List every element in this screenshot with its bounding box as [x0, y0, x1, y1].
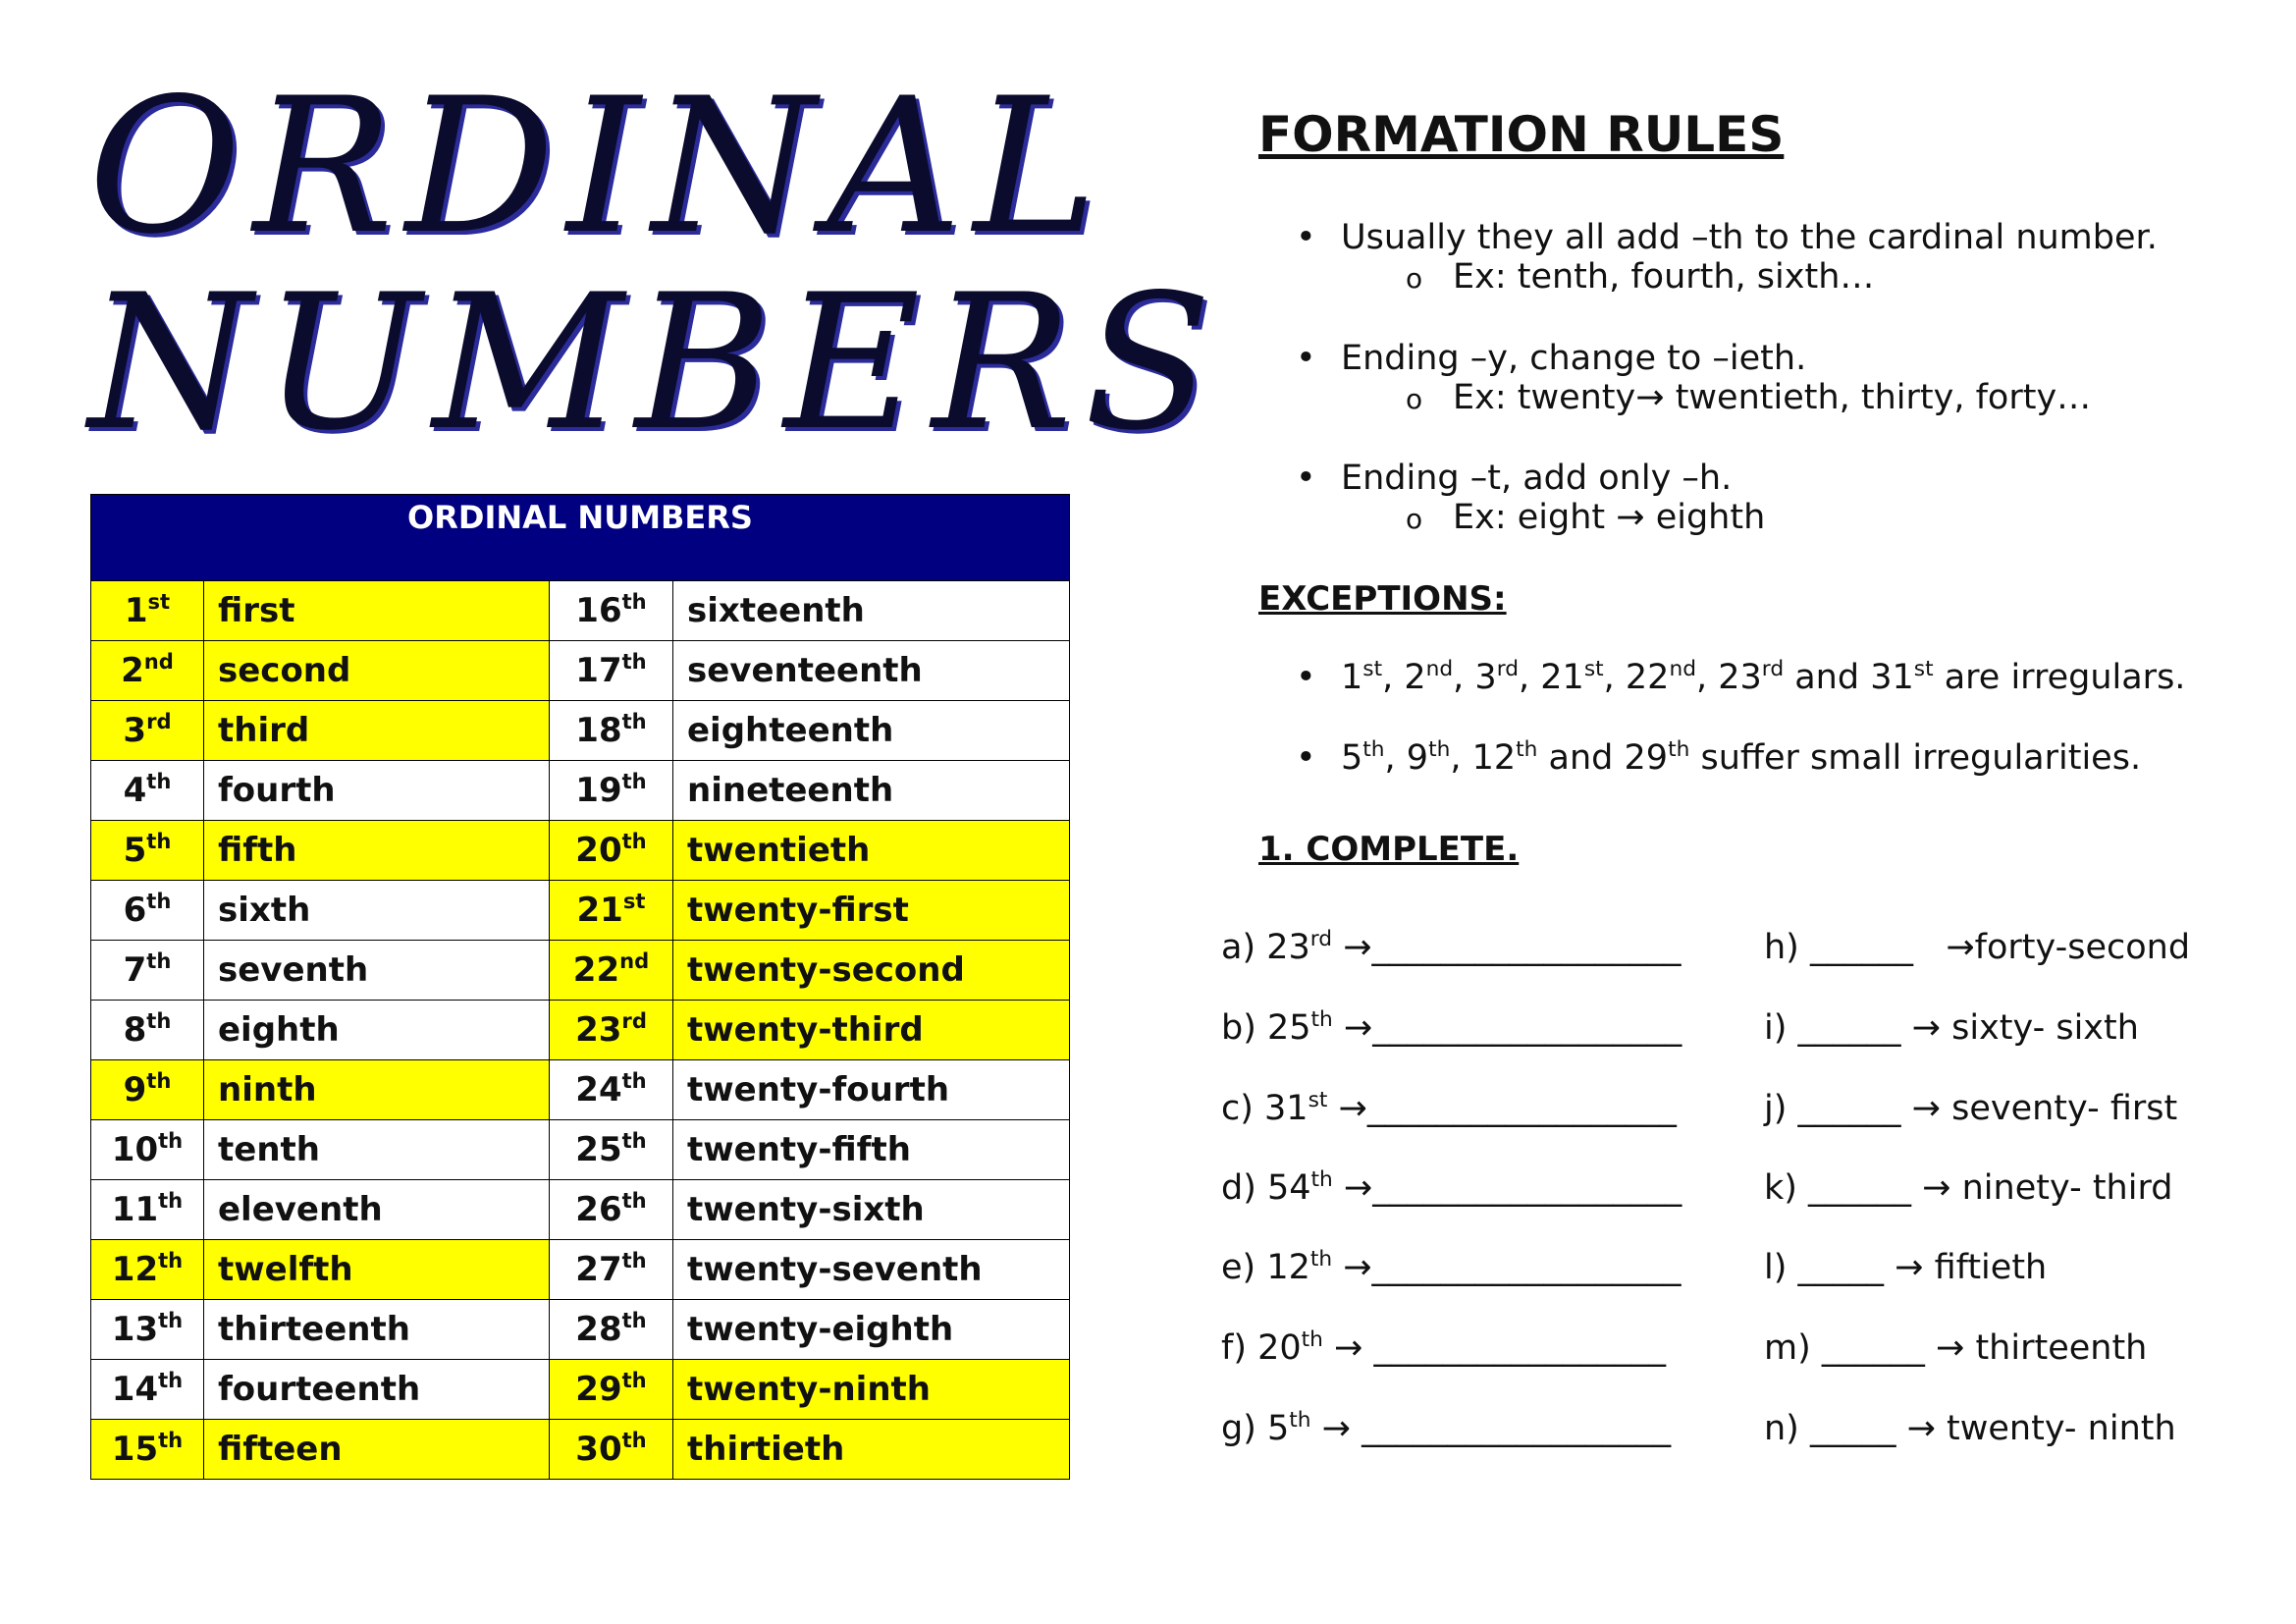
ordinal-word-cell — [673, 761, 1070, 821]
ordinal-number-cell — [91, 1420, 204, 1480]
exercise-suffix: th — [1309, 1246, 1333, 1272]
exercise-label: a) 23 — [1221, 928, 1310, 967]
exercise-item[interactable]: l) _____ → fiftieth — [1764, 1248, 2048, 1287]
ordinal-number-cell — [91, 1240, 204, 1300]
ordinal-number: 5 — [123, 831, 147, 870]
ordinal-suffix: st — [622, 888, 646, 913]
rule-3-example-text: Ex: eight → eighth — [1453, 498, 1766, 537]
ordinal-number-cell — [91, 1001, 204, 1060]
ordinal-suffix: th — [146, 1067, 172, 1093]
ordinal-number: 12 — [111, 1250, 159, 1289]
exception-suffix: rd — [1761, 656, 1785, 681]
exception-number: 9 — [1406, 738, 1429, 778]
ordinal-word: twentieth — [687, 831, 871, 870]
ordinal-number: 17 — [575, 651, 622, 690]
exercise-label: f) 20 — [1221, 1328, 1302, 1368]
exercise-item[interactable]: k) ______ → ninety- third — [1764, 1168, 2173, 1208]
ordinal-number: 16 — [575, 591, 622, 630]
bullet-icon: • — [1296, 738, 1316, 778]
ordinal-number-cell — [550, 1420, 673, 1480]
rule-2-text: Ending –y, change to –ieth. — [1341, 339, 1807, 378]
ordinal-word: eighth — [218, 1010, 340, 1050]
ordinal-number-cell — [91, 1180, 204, 1240]
ordinal-word-cell — [204, 1420, 550, 1480]
ordinal-suffix: th — [621, 708, 647, 733]
table-row — [91, 1300, 1070, 1360]
ordinal-number-cell — [91, 1360, 204, 1420]
answer-blank[interactable]: →__________________ — [1332, 1248, 1682, 1287]
ordinal-word-cell — [204, 641, 550, 701]
ordinal-word: sixteenth — [687, 591, 865, 630]
ordinal-number-cell — [550, 1060, 673, 1120]
ordinal-word-cell — [673, 821, 1070, 881]
ordinal-suffix: rd — [621, 1007, 647, 1033]
ordinal-number: 23 — [575, 1010, 622, 1050]
exception-suffix: st — [1583, 656, 1604, 681]
ordinal-number: 4 — [123, 771, 147, 810]
exception-suffix: th — [1362, 736, 1385, 762]
ordinal-number: 7 — [123, 950, 147, 990]
ordinal-number-cell — [91, 1300, 204, 1360]
ordinal-word-cell — [204, 1120, 550, 1180]
rule-1-text: Usually they all add –th to the cardinal number. — [1341, 218, 2158, 257]
sub-bullet-icon: o — [1406, 262, 1423, 295]
ordinal-word: fifth — [218, 831, 297, 870]
ordinal-number-cell — [91, 941, 204, 1001]
ordinal-number-cell — [91, 1120, 204, 1180]
ordinal-number: 13 — [111, 1310, 159, 1349]
table-row — [91, 641, 1070, 701]
ordinal-word: twenty-fifth — [687, 1130, 911, 1169]
exception-tail: suffer small irregularities. — [1700, 738, 2142, 778]
table-row — [91, 1001, 1070, 1060]
ordinal-word: twenty-ninth — [687, 1370, 931, 1409]
ordinal-word-cell — [673, 581, 1070, 641]
ordinal-number-cell — [550, 761, 673, 821]
ordinal-number-cell — [550, 1180, 673, 1240]
exception-number: 3 — [1474, 658, 1497, 697]
exercise-item[interactable]: i) ______ → sixty- sixth — [1764, 1008, 2139, 1048]
ordinal-word: eleventh — [218, 1190, 383, 1229]
ordinal-word-cell — [673, 641, 1070, 701]
answer-blank[interactable]: →__________________ — [1332, 928, 1682, 967]
ordinal-suffix: th — [158, 1367, 184, 1392]
exception-suffix: st — [1913, 656, 1934, 681]
exercise-suffix: rd — [1309, 926, 1333, 951]
exercise-item[interactable]: m) ______ → thirteenth — [1764, 1328, 2148, 1368]
exercise-label: g) 5 — [1221, 1409, 1290, 1448]
ordinal-suffix: th — [621, 1187, 647, 1213]
table-row — [91, 1120, 1070, 1180]
ordinal-word: eighteenth — [687, 711, 894, 750]
formation-rules-heading: FORMATION RULES — [1258, 106, 1785, 163]
exception-suffix: nd — [1669, 656, 1696, 681]
exception-suffix: th — [1516, 736, 1538, 762]
exception-suffix: th — [1668, 736, 1690, 762]
ordinal-word: thirteenth — [218, 1310, 410, 1349]
ordinal-number: 18 — [575, 711, 622, 750]
ordinal-number: 27 — [575, 1250, 622, 1289]
ordinal-number: 19 — [575, 771, 622, 810]
table-header: ORDINAL NUMBERS — [91, 495, 1070, 581]
exception-suffix: nd — [1425, 656, 1454, 681]
ordinal-word-cell — [204, 1060, 550, 1120]
ordinal-number: 6 — [123, 891, 147, 930]
ordinal-word-cell — [673, 1360, 1070, 1420]
table-row — [91, 581, 1070, 641]
answer-blank[interactable]: → _________________ — [1322, 1328, 1666, 1368]
rule-1-example-text: Ex: tenth, fourth, sixth… — [1453, 257, 1875, 297]
exercise-item[interactable] — [1221, 1008, 1682, 1048]
ordinal-number-cell — [91, 641, 204, 701]
ordinal-suffix: nd — [143, 648, 174, 674]
ordinal-word-cell — [673, 1420, 1070, 1480]
table-row — [91, 821, 1070, 881]
table-row — [91, 761, 1070, 821]
exception-number: 29 — [1624, 738, 1669, 778]
ordinal-suffix: th — [621, 1427, 647, 1452]
ordinal-suffix: rd — [146, 708, 172, 733]
ordinal-number: 10 — [111, 1130, 159, 1169]
ordinal-number: 8 — [123, 1010, 147, 1050]
rule-3-text: Ending –t, add only –h. — [1341, 459, 1733, 498]
bullet-icon: • — [1296, 658, 1316, 697]
exercise-suffix: th — [1289, 1407, 1311, 1433]
ordinal-number-cell — [550, 1240, 673, 1300]
ordinal-number: 30 — [575, 1430, 622, 1469]
ordinal-suffix: th — [146, 947, 172, 973]
ordinal-number-cell — [91, 581, 204, 641]
exercise-suffix: th — [1310, 1006, 1333, 1032]
ordinal-number-cell — [550, 641, 673, 701]
ordinal-word: twenty-eighth — [687, 1310, 954, 1349]
ordinal-word: twenty-first — [687, 891, 909, 930]
ordinal-number-cell — [550, 881, 673, 941]
ordinal-suffix: th — [146, 888, 172, 913]
ordinal-number-cell — [91, 1060, 204, 1120]
ordinal-number: 25 — [575, 1130, 622, 1169]
ordinal-word-cell — [204, 581, 550, 641]
exercise-item[interactable] — [1221, 1248, 1682, 1287]
ordinal-word: first — [218, 591, 295, 630]
exception-number: 31 — [1870, 658, 1914, 697]
ordinal-suffix: th — [146, 828, 172, 853]
ordinal-word-cell — [204, 1001, 550, 1060]
and-word: and — [1548, 738, 1614, 778]
ordinal-word: third — [218, 711, 310, 750]
ordinal-word: twenty-sixth — [687, 1190, 925, 1229]
ordinal-number: 24 — [575, 1070, 622, 1110]
answer-blank[interactable]: → __________________ — [1310, 1409, 1672, 1448]
ordinal-word: seventeenth — [687, 651, 923, 690]
table-row — [91, 1240, 1070, 1300]
answer-blank[interactable]: →__________________ — [1332, 1168, 1682, 1208]
ordinal-suffix: th — [158, 1307, 184, 1332]
ordinal-suffix: th — [146, 1007, 172, 1033]
ordinal-number: 9 — [123, 1070, 147, 1110]
ordinal-number-cell — [91, 881, 204, 941]
ordinal-numbers-table — [90, 494, 1070, 1480]
exercise-suffix: st — [1308, 1087, 1328, 1112]
exercise-item[interactable] — [1221, 1328, 1666, 1368]
ordinal-suffix: th — [621, 648, 647, 674]
exercise-suffix: th — [1310, 1166, 1333, 1192]
exception-number: 2 — [1404, 658, 1426, 697]
ordinal-suffix: th — [621, 768, 647, 793]
ordinal-word-cell — [673, 1120, 1070, 1180]
ordinal-word-cell — [673, 1180, 1070, 1240]
ordinal-number: 29 — [575, 1370, 622, 1409]
table-row — [91, 881, 1070, 941]
table-body — [91, 581, 1070, 1480]
ordinal-word: seventh — [218, 950, 369, 990]
exercise-item[interactable] — [1221, 1168, 1682, 1208]
ordinal-number: 1 — [124, 591, 148, 630]
ordinal-word-cell — [204, 1300, 550, 1360]
ordinal-suffix: th — [146, 768, 172, 793]
exercise-item[interactable] — [1221, 928, 1682, 967]
sub-bullet-icon: o — [1406, 503, 1423, 535]
exercise-item[interactable] — [1221, 1409, 1671, 1448]
ordinal-word-cell — [673, 881, 1070, 941]
ordinal-word: second — [218, 651, 351, 690]
answer-blank[interactable]: →__________________ — [1327, 1089, 1677, 1128]
ordinal-number-cell — [91, 761, 204, 821]
ordinal-word-cell — [673, 941, 1070, 1001]
exercise-label: b) 25 — [1221, 1008, 1311, 1048]
ordinal-number: 11 — [111, 1190, 159, 1229]
exercise-suffix: th — [1301, 1326, 1323, 1352]
exercise-label: c) 31 — [1221, 1089, 1308, 1128]
ordinal-number-cell — [550, 581, 673, 641]
ordinal-word: twelfth — [218, 1250, 353, 1289]
rule-1-example — [1406, 257, 1874, 297]
table-row — [91, 941, 1070, 1001]
ordinal-number-cell — [550, 941, 673, 1001]
rule-3-example — [1406, 498, 1765, 537]
exception-suffix: th — [1428, 736, 1451, 762]
complete-heading: 1. COMPLETE. — [1258, 830, 1520, 869]
ordinal-word: thirtieth — [687, 1430, 845, 1469]
and-word: and — [1794, 658, 1860, 697]
worksheet-title — [88, 58, 1224, 471]
ordinal-word: fifteen — [218, 1430, 343, 1469]
table-row — [91, 1180, 1070, 1240]
exercise-label: e) 12 — [1221, 1248, 1310, 1287]
title-line-1: ORDINAL — [88, 58, 1109, 275]
exception-number: 22 — [1625, 658, 1670, 697]
exception-number: 21 — [1540, 658, 1584, 697]
exercise-item[interactable]: h) ______ →forty-second — [1764, 928, 2191, 967]
bullet-icon: • — [1296, 339, 1316, 378]
ordinal-number-cell — [91, 821, 204, 881]
title-line-2: NUMBERS — [88, 254, 1224, 471]
ordinal-word: twenty-second — [687, 950, 965, 990]
ordinal-suffix: th — [158, 1127, 184, 1153]
ordinal-word: sixth — [218, 891, 311, 930]
ordinal-suffix: th — [621, 1307, 647, 1332]
ordinal-number-cell — [550, 1120, 673, 1180]
table-row — [91, 1360, 1070, 1420]
exception-number: 23 — [1718, 658, 1762, 697]
ordinal-word: twenty-fourth — [687, 1070, 950, 1110]
ordinal-number: 3 — [123, 711, 147, 750]
ordinal-word: twenty-seventh — [687, 1250, 983, 1289]
ordinal-number-cell — [550, 701, 673, 761]
ordinal-suffix: th — [621, 1127, 647, 1153]
rule-2-example — [1406, 378, 2091, 417]
ordinal-suffix: th — [621, 1247, 647, 1272]
exceptions-heading: EXCEPTIONS: — [1258, 579, 1507, 619]
ordinal-word: fourteenth — [218, 1370, 421, 1409]
ordinal-number: 22 — [572, 950, 620, 990]
exception-number: 5 — [1341, 738, 1363, 778]
bullet-icon: • — [1296, 459, 1316, 498]
ordinal-number: 2 — [121, 651, 144, 690]
ordinal-number: 14 — [111, 1370, 159, 1409]
ordinal-word: fourth — [218, 771, 336, 810]
exception-suffix: st — [1362, 656, 1383, 681]
rule-2-example-text: Ex: twenty→ twentieth, thirty, forty… — [1453, 378, 2092, 417]
ordinal-suffix: th — [621, 828, 647, 853]
exercise-item[interactable]: j) ______ → seventy- first — [1764, 1089, 2178, 1128]
exception-tail: are irregulars. — [1944, 658, 2186, 697]
ordinal-word-cell — [673, 1240, 1070, 1300]
ordinal-word: nineteenth — [687, 771, 894, 810]
ordinal-word-cell — [204, 1180, 550, 1240]
answer-blank[interactable]: →__________________ — [1332, 1008, 1682, 1048]
table-row — [91, 1420, 1070, 1480]
bullet-icon: • — [1296, 218, 1316, 257]
ordinal-number: 15 — [111, 1430, 159, 1469]
ordinal-word: ninth — [218, 1070, 317, 1110]
sub-bullet-icon: o — [1406, 383, 1423, 415]
ordinal-word-cell — [204, 1360, 550, 1420]
ordinal-suffix: nd — [619, 947, 650, 973]
ordinal-word-cell — [673, 1300, 1070, 1360]
ordinal-number-cell — [550, 1001, 673, 1060]
ordinal-word-cell — [673, 1060, 1070, 1120]
ordinal-word: twenty-third — [687, 1010, 924, 1050]
ordinal-suffix: th — [621, 1067, 647, 1093]
table-row — [91, 701, 1070, 761]
ordinal-suffix: th — [621, 588, 647, 614]
ordinal-suffix: th — [621, 1367, 647, 1392]
ordinal-word-cell — [673, 701, 1070, 761]
ordinal-number-cell — [550, 1300, 673, 1360]
ordinal-word-cell — [204, 761, 550, 821]
ordinal-word-cell — [204, 1240, 550, 1300]
ordinal-suffix: th — [158, 1427, 184, 1452]
ordinal-number: 28 — [575, 1310, 622, 1349]
exception-suffix: rd — [1496, 656, 1520, 681]
ordinal-word-cell — [204, 821, 550, 881]
exercise-item[interactable] — [1221, 1089, 1677, 1128]
ordinal-word-cell — [673, 1001, 1070, 1060]
ordinal-number: 20 — [575, 831, 622, 870]
ordinal-word-cell — [204, 701, 550, 761]
ordinal-number-cell — [550, 1360, 673, 1420]
ordinal-number: 21 — [576, 891, 623, 930]
table-row — [91, 1060, 1070, 1120]
exception-number: 1 — [1341, 658, 1363, 697]
ordinal-suffix: th — [158, 1247, 184, 1272]
ordinal-suffix: st — [147, 588, 171, 614]
exception-2-text: 5th, 9th, 12th and 29th suffer small irregularities. — [1341, 736, 2142, 778]
ordinal-suffix: th — [158, 1187, 184, 1213]
ordinal-number: 26 — [575, 1190, 622, 1229]
exercise-item[interactable]: n) _____ → twenty- ninth — [1764, 1409, 2176, 1448]
exception-number: 12 — [1471, 738, 1517, 778]
ordinal-word: tenth — [218, 1130, 320, 1169]
ordinal-number-cell — [91, 701, 204, 761]
exercise-label: d) 54 — [1221, 1168, 1311, 1208]
exception-1-text: 1st, 2nd, 3rd, 21st, 22nd, 23rd and 31st are irregulars. — [1341, 656, 2186, 697]
ordinal-word-cell — [204, 881, 550, 941]
ordinal-word-cell — [204, 941, 550, 1001]
ordinal-number-cell — [550, 821, 673, 881]
